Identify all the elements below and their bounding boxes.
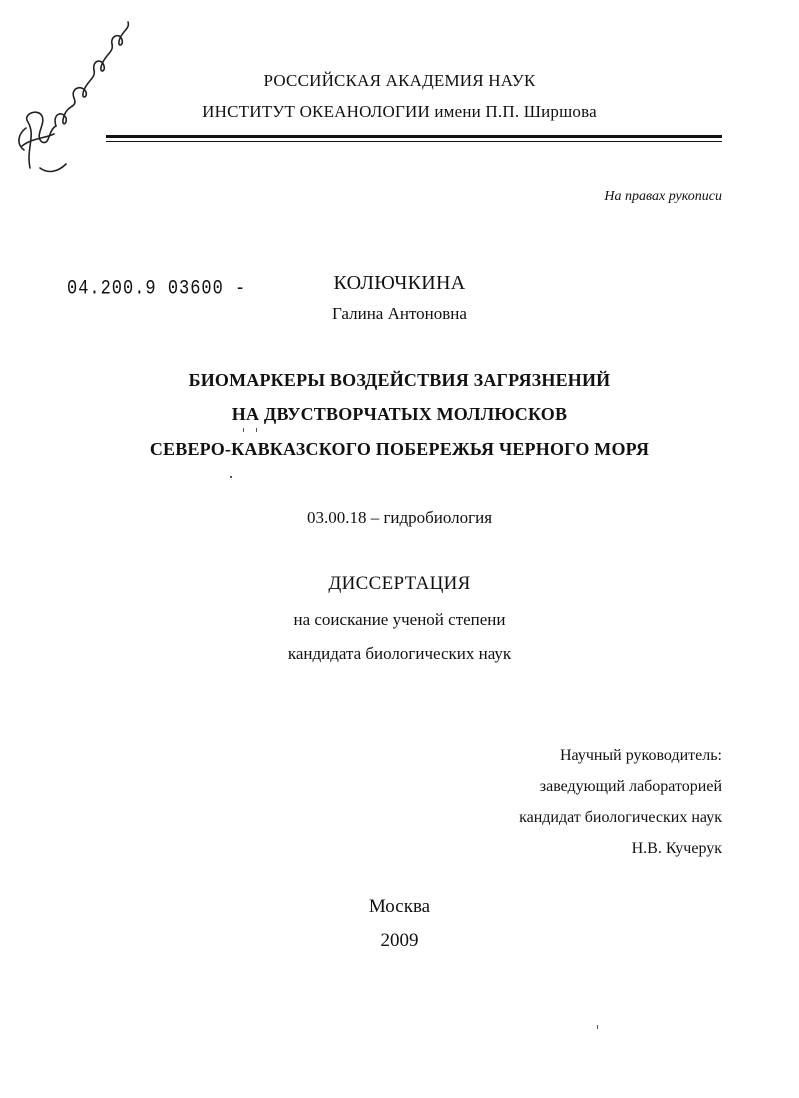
supervisor-position: заведующий лабораторией [539, 778, 722, 795]
scan-speck [243, 428, 244, 432]
scan-speck [256, 428, 257, 432]
supervisor-degree: кандидат биологических наук [519, 809, 722, 826]
degree-line-2: кандидата биологических наук [287, 644, 512, 663]
institute-name: ИНСТИТУТ ОКЕАНОЛОГИИ имени П.П. Ширшова [202, 102, 597, 121]
author-first-names: Галина Антоновна [332, 304, 467, 323]
academy-name: РОССИЙСКАЯ АКАДЕМИЯ НАУК [263, 71, 536, 90]
supervisor-block [519, 740, 722, 864]
author-last-name: КОЛЮЧКИНА [333, 272, 466, 294]
rights-note: На правах рукописи [604, 189, 722, 204]
specialty: 03.00.18 – гидробиология [306, 508, 493, 527]
city: Москва [368, 896, 431, 917]
scan-speck [597, 1025, 598, 1029]
supervisor-label: Научный руководитель: [559, 747, 722, 764]
title-line-1: БИОМАРКЕРЫ ВОЗДЕЙСТВИЯ ЗАГРЯЗНЕНИЙ [188, 370, 611, 390]
registry-stamp: 04.200.9 03600 - [67, 278, 247, 301]
header-rule-thin [106, 141, 722, 142]
supervisor-name: Н.В. Кучерук [631, 840, 722, 857]
document-type: ДИССЕРТАЦИЯ [328, 573, 471, 594]
degree-line-1: на соискание ученой степени [293, 610, 506, 629]
scan-speck [230, 476, 232, 478]
title-line-2: НА ДВУСТВОРЧАТЫХ МОЛЛЮСКОВ [231, 404, 568, 424]
title-line-3: СЕВЕРО-КАВКАЗСКОГО ПОБЕРЕЖЬЯ ЧЕРНОГО МОРЯ [149, 439, 650, 459]
year: 2009 [380, 930, 419, 951]
header-rule-thick [106, 135, 722, 138]
